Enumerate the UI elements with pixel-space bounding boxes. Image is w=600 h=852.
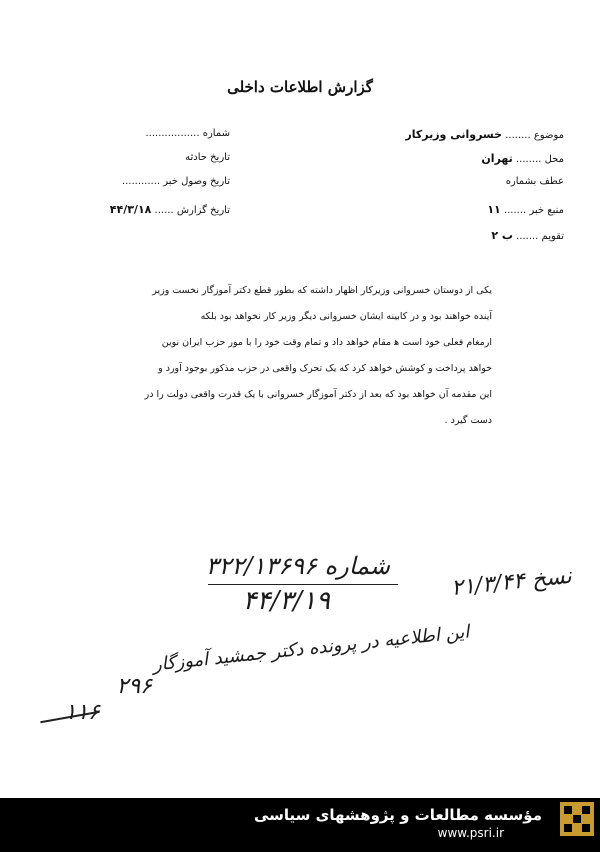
institute-url[interactable]: www.psri.ir [437,826,504,840]
receipt-date-label: تاریخ وصول خبر [163,176,230,187]
handwritten-folio: ۱۱۶ [64,700,100,725]
report-date-label: تاریخ گزارش [176,205,230,216]
handwritten-copy-note: نسخ ۲۱/۳/۴۴ [450,563,573,602]
institute-footer [0,798,600,852]
event-date-label: تاریخ حادثه [185,152,230,163]
rating-field: تقویم ....... ب ۲ [491,229,564,242]
handwritten-page-number: ۲۹۶ [116,674,152,699]
body-line: دست گیرد . [444,415,492,426]
ref-label: عطف بشماره [505,176,564,187]
event-date-field [185,152,230,163]
body-line: خواهد پرداخت و کوشش خواهد کرد که یک تحرک واقعی در حزب مذکور بوجود آورد و [158,363,492,374]
handwritten-number: شماره ۳۲۲/۱۳۶۹۶ [205,552,390,580]
rating-value: ب ۲ [491,229,513,242]
number-label: شماره [202,128,230,139]
handwritten-underline [208,584,398,585]
source-label: منبع خبر [529,205,564,216]
report-title: گزارش اطلاعات داخلی [227,78,373,96]
place-value: تهران [481,152,513,165]
report-body [122,278,492,434]
body-line: یکی از دوستان خسروانی وزیرکار اظهار داشته که بطور قطع دکتر آموزگار نخست وزیر [152,285,492,296]
subject-field: موضوع ........ خسروانی وزیرکار [405,128,564,141]
body-line: ارمغام فعلی خود است ه‍ مقام خواهد داد و تمام وقت خود را با مور حزب ایران نوین [161,337,492,348]
place-field: محل ........ تهران [481,152,564,165]
handwritten-date: ۴۴/۳/۱۹ [242,586,330,616]
place-label: محل [544,154,564,165]
subject-label: موضوع [533,130,564,141]
source-field: منبع خبر ....... ۱۱ [487,203,564,216]
handwritten-filing-note: این اطلاعیه در پرونده دکتر جمشید آموزگار [151,621,471,676]
rating-label: تقویم [541,231,564,242]
ref-field [506,176,564,187]
report-date-value: ۴۴/۳/۱۸ [109,203,152,216]
receipt-date-field: تاریخ وصول خبر ............ [121,176,230,187]
subject-value: خسروانی وزیرکار [405,128,503,141]
report-date-field: تاریخ گزارش ...... ۴۴/۳/۱۸ [109,203,230,216]
body-line: این مقدمه آن خواهد بود که بعد از دکتر آموزگار خسروانی با یک قدرت واقعی دولت را در [144,389,492,400]
institute-name: مؤسسه مطالعات و پژوهشهای سیاسی [253,806,542,824]
source-value: ۱۱ [487,203,501,216]
number-field: شماره ................. [145,128,230,139]
body-line: آینده خواهند بود و در کابینه ایشان خسروانی دیگر وزیر کار نخواهد بود بلکه [200,311,492,322]
institute-logo-icon [560,802,594,836]
